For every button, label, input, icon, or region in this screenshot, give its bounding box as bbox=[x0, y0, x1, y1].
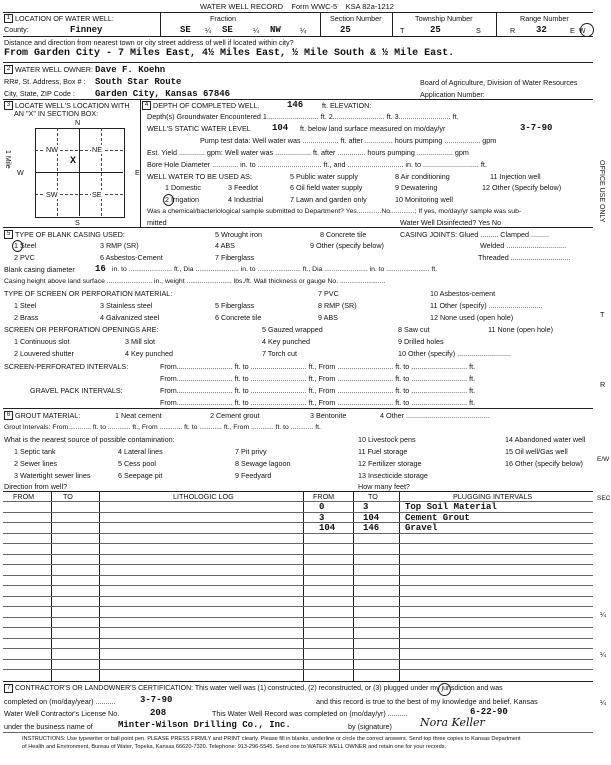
log-row-line bbox=[3, 512, 593, 513]
contamination-label: What is the nearest source of possible contamination: bbox=[4, 435, 175, 444]
county-label: County: bbox=[4, 25, 29, 34]
log-row-line bbox=[3, 554, 593, 555]
plug-from[interactable]: 104 bbox=[319, 523, 336, 533]
fraction-q1[interactable]: SE bbox=[180, 25, 191, 35]
record-date[interactable]: 6-22-90 bbox=[470, 707, 508, 717]
section-6-label: 6 GROUT MATERIAL: bbox=[4, 411, 80, 420]
instructions-2: of Health and Environment, Bureau of Water, Topeka, Kansas 66620-7320. Telephone: 913-296-5545. Send one to WATER WELL OWNER and retain one for your records. bbox=[22, 744, 447, 750]
how-many-feet[interactable]: How many feet? bbox=[358, 482, 410, 491]
casing-steel: 1 Steel bbox=[14, 241, 37, 250]
business-name[interactable]: Minter-Wilson Drilling Co., Inc. bbox=[118, 720, 291, 730]
section-map[interactable]: N S W E NW NE SW SE X bbox=[17, 118, 140, 227]
range-number[interactable]: 32 bbox=[536, 25, 547, 35]
completion-date[interactable]: 3-7-90 bbox=[140, 695, 173, 705]
gravel-pack-label: GRAVEL PACK INTERVALS: bbox=[30, 386, 123, 395]
disinfected[interactable]: Water Well Disinfected? Yes No bbox=[400, 218, 502, 227]
well-location-x: X bbox=[70, 156, 77, 167]
grout-intervals[interactable]: Grout Intervals: From............ ft. to ............ ft., From ............ ft. to ............ ft., From ............ ft. to ............ ft. bbox=[4, 424, 321, 431]
log-row-line bbox=[3, 669, 593, 670]
pump-test[interactable]: Pump test data: Well water was .................. ft. after .............. hours pumping .................. gpm bbox=[200, 136, 497, 145]
office-use-only: OFFICE USE ONLY bbox=[598, 160, 605, 223]
groundwater-encountered[interactable]: Depth(s) Groundwater Encountered 1.......................... ft. 2.......................... ft. 3.......................... ft. bbox=[147, 112, 459, 121]
depth-label: 4 DEPTH OF COMPLETED WELL. bbox=[142, 101, 260, 110]
log-row-line bbox=[3, 585, 593, 586]
plug-from[interactable]: 0 bbox=[319, 502, 325, 512]
section-2-label: 2 WATER WELL OWNER: bbox=[4, 65, 93, 74]
fraction-q3[interactable]: NW bbox=[270, 25, 281, 35]
plug-material[interactable]: Gravel bbox=[405, 523, 438, 533]
owner-name[interactable]: Dave F. Koehn bbox=[95, 65, 166, 75]
depth-value[interactable]: 146 bbox=[287, 100, 304, 110]
owner-city[interactable]: Garden City, Kansas 67846 bbox=[95, 89, 231, 99]
form-title: WATER WELL RECORD Form WWC-5 KSA 82a-1212 bbox=[200, 2, 394, 11]
static-date[interactable]: 3-7-90 bbox=[520, 123, 553, 133]
city-label: City, State, ZIP Code : bbox=[4, 89, 75, 98]
use-label: WELL WATER TO BE USED AS: bbox=[147, 172, 252, 181]
certification-line-1: 7 CONTRACTOR'S OR LANDOWNER'S CERTIFICATION: This water well was (1) constructed, (2) reconstructed, or (3) plugged under my jurisdiction and was bbox=[4, 684, 503, 693]
instructions-1: INSTRUCTIONS: Use typewriter or ball point pen. PLEASE PRESS FIRMLY and PRINT clearly. Please fill in blanks, underline or circle the correct answers. Send top three copies to Kansas Department bbox=[22, 736, 521, 742]
plug-material[interactable]: Top Soil Material bbox=[405, 502, 497, 512]
plug-to[interactable]: 3 bbox=[363, 502, 369, 512]
log-row-line bbox=[3, 564, 593, 565]
log-row-line bbox=[3, 648, 593, 649]
openings-label: SCREEN OR PERFORATION OPENINGS ARE: bbox=[4, 325, 159, 334]
mile-label: 1 Mile bbox=[4, 150, 11, 169]
bore-hole[interactable]: Bore Hole Diameter ............. in. to ................................ ft., and ............................ in. to ............................ ft. bbox=[147, 160, 487, 169]
log-row-line bbox=[3, 575, 593, 576]
casing-diameter-value[interactable]: 16 bbox=[95, 264, 106, 274]
log-row-line bbox=[3, 596, 593, 597]
log-row-line bbox=[3, 522, 593, 523]
screen-material-label: TYPE OF SCREEN OR PERFORATION MATERIAL: bbox=[4, 289, 173, 298]
township-label: Township Number bbox=[415, 14, 473, 23]
section-3-label: 3 LOCATE WELL'S LOCATION WITH bbox=[4, 101, 130, 110]
casing-joints[interactable]: CASING JOINTS: Glued ......... Clamped ......... bbox=[400, 230, 549, 239]
signature[interactable]: Nora Keller bbox=[420, 716, 485, 729]
range-label: Range Number bbox=[520, 14, 569, 23]
log-row-line bbox=[3, 533, 593, 534]
county-value[interactable]: Finney bbox=[70, 25, 103, 35]
distance-label: Distance and direction from nearest town or city street address of well if located within city? bbox=[4, 38, 294, 47]
plug-to[interactable]: 104 bbox=[363, 512, 380, 523]
fraction-q2[interactable]: SE bbox=[222, 25, 233, 35]
irrigation-circle bbox=[163, 194, 174, 206]
fraction-label: Fraction bbox=[210, 14, 236, 23]
est-yield[interactable]: Est. Yield ............. gpm: Well water was .................. ft. after .............. hours pumping .................. gpm bbox=[147, 148, 469, 157]
plug-from[interactable]: 3 bbox=[319, 512, 325, 523]
section-1-label: 1 LOCATION OF WATER WELL: bbox=[4, 14, 114, 23]
lithologic-log-table: FROM TO LITHOLOGIC LOG FROM TO PLUGGING INTERVALS 0 3 Top Soil Material 3 104 Cement Grout 104 146 Gravel bbox=[3, 491, 593, 681]
plug-to[interactable]: 146 bbox=[363, 523, 380, 533]
distance-value[interactable]: From Garden City - 7 Miles East, 4½ Miles East, ½ Mile South & ½ Mile East. bbox=[4, 48, 455, 59]
board-label: Board of Agriculture, Division of Water Resources bbox=[420, 78, 578, 87]
static-level-label: WELL'S STATIC WATER LEVEL bbox=[147, 124, 251, 133]
log-row-line bbox=[3, 638, 593, 639]
plug-material[interactable]: Cement Grout bbox=[405, 512, 470, 523]
east-west: E W bbox=[570, 26, 587, 35]
casing-height[interactable]: Casing height above land surface ........................ in., weight ........................ lbs./ft. Wall thickness or gauge No. ........................ bbox=[4, 278, 386, 285]
log-row-line bbox=[3, 617, 593, 618]
direction-label[interactable]: Direction from well? bbox=[4, 482, 68, 491]
township-number[interactable]: 25 bbox=[430, 25, 441, 35]
application-number-label: Application Number: bbox=[420, 90, 485, 99]
use-irrigation: 2 Irrigation bbox=[165, 195, 199, 204]
section-5-label: 5 TYPE OF BLANK CASING USED: bbox=[4, 230, 125, 239]
static-level-value[interactable]: 104 bbox=[272, 123, 289, 133]
address-label: RR#, St. Address, Box # : bbox=[4, 77, 86, 86]
section-number-label: Section Number bbox=[330, 14, 382, 23]
log-row-line bbox=[3, 627, 593, 628]
log-row-line bbox=[3, 659, 593, 660]
log-row-line bbox=[3, 501, 593, 502]
west-circle bbox=[580, 23, 594, 37]
chemical-sample[interactable]: Was a chemical/bacteriological sample submitted to Department? Yes.............No.............; If yes, mo/day/yr sample was sub- bbox=[147, 208, 522, 215]
log-row-line bbox=[3, 606, 593, 607]
owner-address[interactable]: South Star Route bbox=[95, 77, 182, 87]
steel-circle bbox=[12, 240, 23, 252]
plugged-circle bbox=[438, 683, 451, 696]
log-row-line bbox=[3, 543, 593, 544]
perforated-intervals-label: SCREEN-PERFORATED INTERVALS: bbox=[4, 362, 129, 371]
section-number[interactable]: 25 bbox=[340, 25, 351, 35]
casing-diameter-label: Blank casing diameter bbox=[4, 265, 75, 274]
license-number[interactable]: 208 bbox=[150, 708, 167, 718]
